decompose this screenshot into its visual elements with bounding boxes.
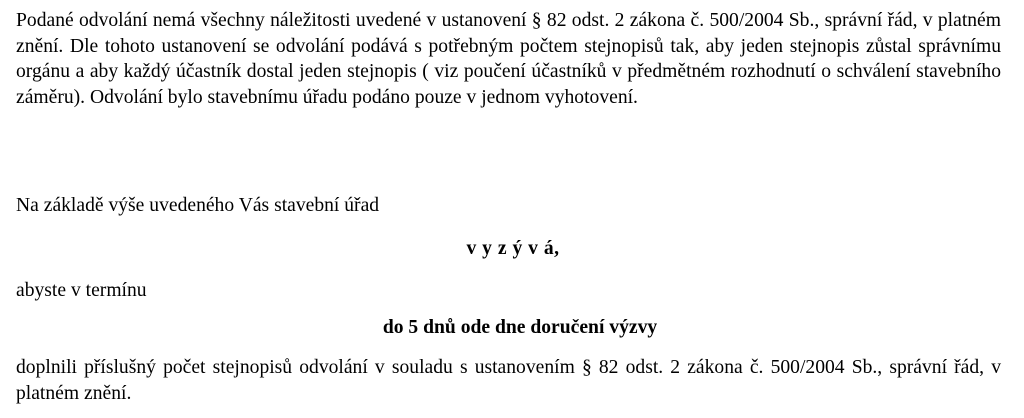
body-paragraph-request: doplnili příslušný počet stejnopisů odvolání v souladu s ustanovením § 82 odst. 2 zákona č. 500/2004 Sb., správní řád, v platném znění.	[16, 357, 1001, 404]
body-paragraph-appeal-deficiency: Podané odvolání nemá všechny náležitosti uvedené v ustanovení § 82 odst. 2 zákona č. 500/2004 Sb., správní řád, v platném znění. Dle tohoto ustanovení se odvolání podává s potřebným počtem stejnopisů tak, aby jeden stejnopis zůstal správnímu orgánu a aby každý účastník dostal jeden stejnopis ( viz poučení účastníků v předmětném rozhodnutí o schválení stavebního záměru). Odvolání bylo stavebnímu úřadu podáno pouze v jednom vyhotovení.	[16, 10, 1001, 108]
term-line: abyste v termínu	[16, 280, 147, 301]
deadline-heading: do 5 dnů ode dne doručení výzvy	[382, 317, 658, 338]
intro-line: Na základě výše uvedeného Vás stavební úřad	[16, 195, 380, 216]
call-heading: v y z ý v á,	[466, 238, 560, 259]
